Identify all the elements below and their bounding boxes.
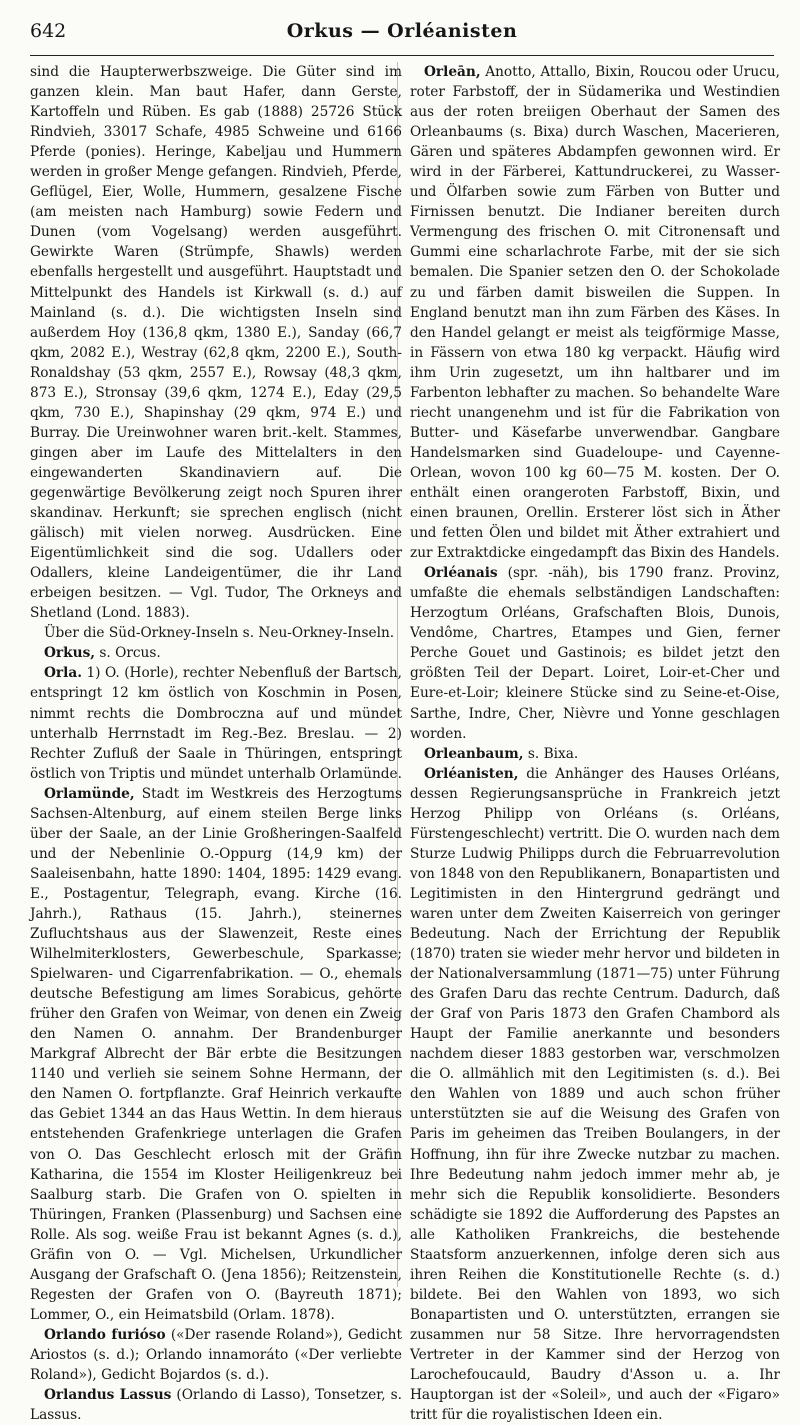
left-column: [30, 62, 402, 1425]
entry-text: Anotto, Attallo, Bixin, Roucou oder Urucu, roter Farbstoff, der in Südamerika und Westindien aus der roten breiigen Oberhaut der Samen des Orleanbaums (s. Bixa) durch Waschen, Macerieren, Gären und späteres Abdampfen gewonnen wird. Er wird in der Färberei, Kattundruckerei, zu Wasser- und Ölfarben sowie zum Färben von Butter und Firnissen benutzt. Die Indianer bereiten durch Vermengung des frischen O. mit Citronensaft und Gummi eine scharlachrote Farbe, mit der sie sich bemalen. Die Spanier setzen den O. der Schokolade zu und färben damit bisweilen die Suppen. In England benutzt man ihn zum Färben des Käses. In den Handel gelangt er meist als teigförmige Masse, in Fässern von etwa 180 kg verpackt. Häufig wird ihm Urin zugesetzt, um ihn haltbarer und im Farbenton lebhafter zu machen. So behandelte Ware riecht unangenehm und ist für die Fabrikation von Butter- und Käsefarbe unverwendbar. Gangbare Handelsmarken sind Guadeloupe- und Cayenne-Orlean, wovon 100 kg 60—75 M. kosten. Der O. enthält einen orangeroten Farbstoff, Bixin, und einen braunen, Orellin. Ersterer löst sich in Äther und fetten Ölen und bildet mit Äther extrahiert und zur Extraktdicke eingedampft das Bixin des Handels.: [410, 64, 780, 562]
entry-headword: Orléanais: [424, 565, 498, 582]
entry-headword: Orlandus Lassus: [44, 1387, 172, 1404]
entry-headword: Orleanbaum,: [424, 745, 524, 762]
right-column: [410, 62, 780, 1425]
entry-text: sind die Haupterwerbszweige. Die Güter sind im ganzen klein. Man baut Hafer, dann Gerste, Kartoffeln und Rüben. Es gab (1888) 25726 Stück Rindvieh, 33017 Schafe, 4985 Schweine und 6166 Pferde (ponies). Heringe, Kabeljau und Hummern werden in großer Menge gefangen. Rindvieh, Pferde, Geflügel, Eier, Wolle, Hummern, gesalzene Fische (am meisten nach Hamburg) sowie Federn und Dunen (vom Vogelsang) werden ausgeführt. Gewirkte Waren (Strümpfe, Shawls) werden ebenfalls hergestellt und ausgeführt. Hauptstadt und Mittelpunkt des Handels ist Kirkwall (s. d.) auf Mainland (s. d.). Die wichtigsten Inseln sind außerdem Hoy (136,8 qkm, 1380 E.), Sanday (66,7 qkm, 2082 E.), Westray (62,8 qkm, 2200 E.), South-Ronaldshay (53 qkm, 2557 E.), Rowsay (48,3 qkm, 873 E.), Stronsay (39,6 qkm, 1274 E.), Eday (29,5 qkm, 730 E.), Shapinshay (29 qkm, 974 E.) und Burray. Die Ureinwohner waren brit.-kelt. Stammes, gingen aber im Laufe des Mittelalters in den eingewanderten Skandinaviern auf. Die gegenwärtige Bevölkerung zeigt noch Spuren ihrer skandinav. Herkunft; sie sprechen englisch (nicht gälisch) mit vielen norweg. Ausdrücken. Eine Eigentümlichkeit sind die sog. Udallers oder Odallers, kleine Landeigentümer, die ihr Land erbeigen besitzen. — Vgl. Tudor, The Orkneys and Shetland (Lond. 1883).: [30, 64, 402, 622]
entry-headword: Orlando furióso: [44, 1326, 166, 1343]
entry-text: (Orlando di Lasso), Tonsetzer, s. Lassus.: [30, 1387, 402, 1424]
entry-orleanisten: [410, 764, 780, 1425]
entry-orkney-continued: [30, 62, 402, 623]
entry-orlean: [410, 62, 780, 563]
entry-orleanbaum: [410, 744, 780, 764]
entry-text: s. Orcus.: [95, 645, 161, 662]
entry-text: («Der rasende Roland»), Gedicht Ariostos (s. d.); Orlando innamoráto («Der verliebte Roland»), Gedicht Bojardos (s. d.).: [30, 1326, 403, 1384]
entry-headword: Orla.: [44, 665, 82, 682]
entry-text: Stadt im Westkreis des Herzogtums Sachsen-Altenburg, auf einem steilen Berge links über der Saale, an der Linie Großheringen-Saalfeld und der Nebenlinie O.-Oppurg (14,9 km) der Saaleisenbahn, hatte 1890: 1404, 1895: 1429 evang. E., Postagentur, Telegraph, evang. Kirche (16. Jahrh.), Rathaus (15. Jahrh.), steinernes Zufluchtshaus aus der Slawenzeit, Reste eines Wilhelmiterklosters, Gewerbeschule, Sparkasse; Spielwaren- und Cigarrenfabrikation. — O., ehemals deutsche Befestigung am limes Sorabicus, gehörte früher den Grafen von Weimar, von denen ein Zweig den Namen O. annahm. Der Brandenburger Markgraf Albrecht der Bär erbte die Besitzungen 1140 und verlieh sie seinem Sohne Hermann, der den Namen O. fortpflanzte. Graf Heinrich verkaufte das Gebiet 1344 an das Haus Wettin. In dem hieraus entstehenden Grafenkriege unterlagen die Grafen von O. Das Geschlecht erlosch mit der Gräfin Katharina, die 1554 im Kloster Heiligenkreuz bei Saalburg starb. Die Grafen von O. spielten in Thüringen, Franken (Plassenburg) und Sachsen eine Rolle. Als sog. weiße Frau ist bekannt Agnes (s. d.), Gräfin von O. — Vgl. Michelsen, Urkundlicher Ausgang der Grafschaft O. (Jena 1856); Reitzenstein, Regesten der Grafen von O. (Bayreuth 1871); Lommer, O., ein Heimatsbild (Orlam. 1878).: [30, 785, 402, 1323]
entry-text: die Anhänger des Hauses Orléans, dessen Regierungsansprüche in Frankreich jetzt Herzog Philipp von Orléans (s. Orléans, Fürstengeschlecht) vertritt. Die O. wurden nach dem Sturze Ludwig Philipps durch die Februarrevolution von 1848 von den Republikanern, Bonapartisten und Legitimisten in den Hintergrund gedrängt und waren unter dem Zweiten Kaiserreich von geringer Bedeutung. Nach der Errichtung der Republik (1870) traten sie wieder mehr hervor und bildeten in der Nationalversammlung (1871—75) unter Führung des Grafen Daru das rechte Centrum. Dadurch, daß der Graf von Paris 1873 den Grafen Chambord als Haupt der Familie anerkannte und besonders nachdem dieser 1883 gestorben war, verschmolzen die O. allmählich mit den Legitimisten (s. d.). Bei den Wahlen von 1889 und auch schon früher unterstützten sie auf die Weisung des Grafen von Paris im geheimen das Treiben Boulangers, in der Hoffnung, ihn für ihre Zwecke nutzbar zu machen. Ihre Bedeutung nahm jedoch immer mehr ab, je mehr sich die Republik konsolidierte. Besonders schädigte sie 1892 die Aufforderung des Papstes an alle Katholiken Frankreichs, die bestehende Staatsform anzuerkennen, infolge deren sich aus ihren Reihen die Konstitutionelle Rechte (s. d.) bildete. Bei den Wahlen von 1893, wo sich Bonapartisten und O. unterstützten, errangen sie zusammen nur 58 Sitze. Ihre hervorragendsten Vertreter in der Kammer sind der Herzog von Larochefoucauld, Baudry d'Asson u. a. Ihr Hauptorgan ist der «Soleil», und auch der «Figaro» tritt für die royalistischen Ideen ein.: [410, 765, 780, 1424]
entry-headword: Orléanisten,: [424, 765, 519, 782]
header-rule: [30, 55, 774, 56]
entry-text: s. Bixa.: [523, 745, 579, 762]
entry-orkus: [30, 643, 402, 663]
entry-orlando-furioso: [30, 1325, 402, 1385]
entry-headword: Orkus,: [44, 645, 96, 662]
entry-headword: Orleān,: [424, 64, 481, 80]
page-number: 642: [30, 20, 67, 42]
running-head: Orkus — Orléanisten: [286, 20, 518, 42]
entry-text: 1) O. (Horle), rechter Nebenfluß der Bartsch, entspringt 12 km östlich von Koschmin in Posen, nimmt rechts die Dombroczna auf und mündet unterhalb Herrnstadt im Reg.-Bez. Breslau. — 2) Rechter Zufluß der Saale in Thüringen, entspringt östlich von Triptis und mündet unterhalb Orlamünde.: [30, 665, 402, 782]
entry-orleanais: [410, 563, 780, 743]
page-header: [30, 20, 774, 48]
entry-text: (spr. -näh), bis 1790 franz. Provinz, umfaßte die ehemals selbständigen Landschaften: Herzogtum Orléans, Grafschaften Blois, Dunois, Vendôme, Chartres, Etampes und Gien, ferner Perche Gouet und Gastinois; es bildet jetzt den größten Teil der Depart. Loiret, Loir-et-Cher und Eure-et-Loir; kleinere Stücke sind zu Seine-et-Oise, Sarthe, Indre, Cher, Nièvre und Yonne geschlagen worden.: [410, 565, 780, 742]
entry-headword: Orlamünde,: [44, 785, 135, 802]
entry-orla: [30, 663, 402, 783]
entry-sued-orkney: [30, 623, 402, 643]
entry-orlandus-lassus: [30, 1385, 402, 1425]
entry-text: Über die Süd-Orkney-Inseln s. Neu-Orkney-Inseln.: [44, 625, 395, 642]
entry-orlamuende: [30, 784, 402, 1325]
